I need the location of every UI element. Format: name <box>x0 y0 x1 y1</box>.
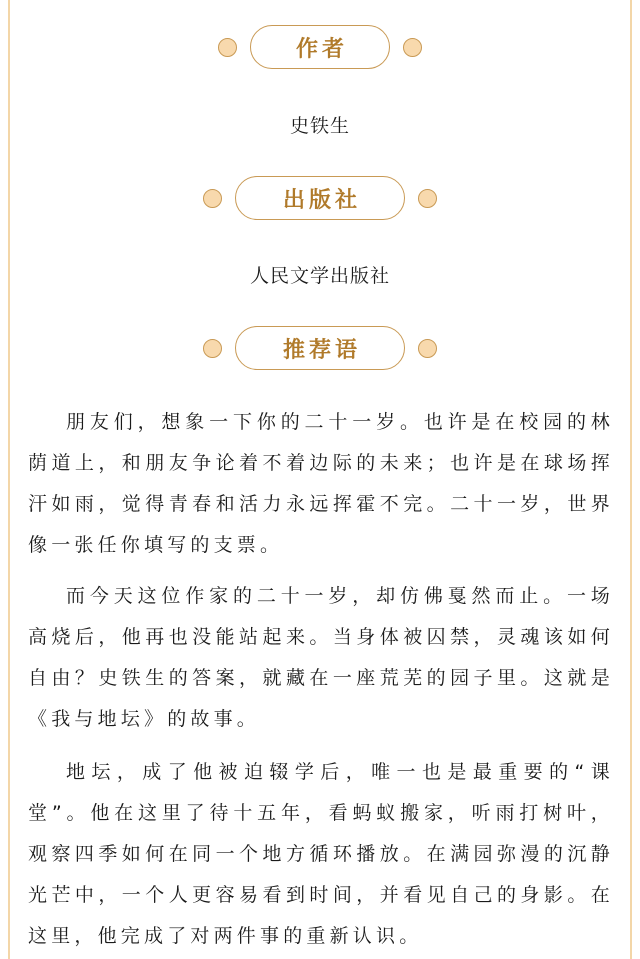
publisher-label-pill <box>235 176 405 220</box>
right-dot-decoration <box>418 339 437 358</box>
recommendation-paragraph-1: 朋友们，想象一下你的二十一岁。也许是在校园的林荫道上，和朋友争论着不着边际的未来；也许是在球场挥汗如雨，觉得青春和活力永远挥霍不完。二十一岁，世界像一张任你填写的支票。 <box>28 411 614 556</box>
publisher-header <box>0 176 640 220</box>
recommendation-label: 推荐语 <box>282 337 361 363</box>
author-header <box>0 25 640 69</box>
recommendation-label-pill <box>235 326 405 370</box>
left-dot-decoration <box>203 339 222 358</box>
right-dot-decoration <box>403 38 422 57</box>
author-name: 史铁生 <box>289 115 350 137</box>
recommendation-paragraph-3: 地坛，成了他被迫辍学后，唯一也是最重要的“课堂”。他在这里了待十五年，看蚂蚁搬家，听雨打树叶，观察四季如何在同一个地方循环播放。在满园弥漫的沉静光芒中，一个人更容易看到时间，并看见自己的身影。在这里，他完成了对两件事的重新认识。 <box>28 761 614 947</box>
left-dot-decoration <box>203 189 222 208</box>
publisher-label: 出版社 <box>282 187 361 213</box>
publisher-name: 人民文学出版社 <box>249 265 390 287</box>
left-frame-line <box>8 0 10 959</box>
left-dot-decoration <box>218 38 237 57</box>
right-frame-line <box>630 0 632 959</box>
author-label: 作者 <box>295 36 348 62</box>
right-dot-decoration <box>418 189 437 208</box>
author-label-pill <box>250 25 390 69</box>
recommendation-header <box>0 326 640 370</box>
recommendation-paragraph-2: 而今天这位作家的二十一岁，却仿佛戛然而止。一场高烧后，他再也没能站起来。当身体被囚禁，灵魂该如何自由？史铁生的答案，就藏在一座荒芜的园子里。这就是《我与地坛》的故事。 <box>28 585 614 730</box>
